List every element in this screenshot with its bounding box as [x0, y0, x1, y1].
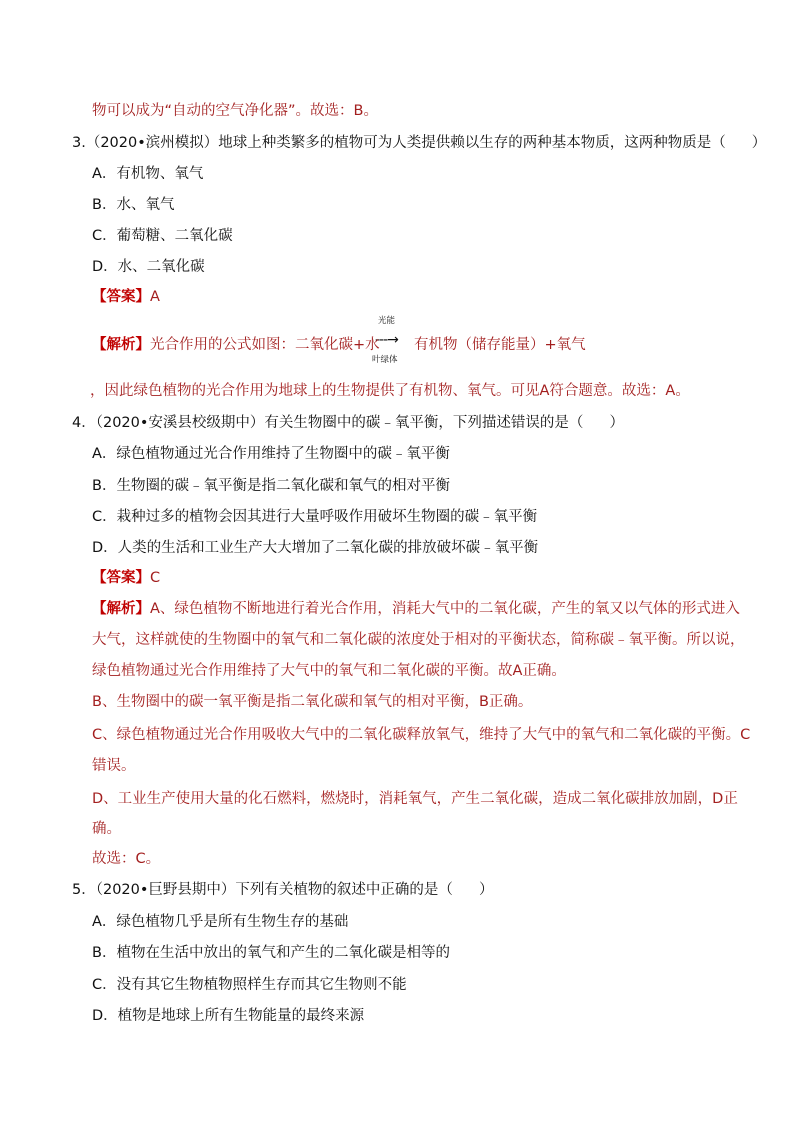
option-b: B．生物圈的碳﹣氧平衡是指二氧化碳和氧气的相对平衡	[92, 478, 450, 494]
analysis-text: A、绿色植物不断地进行着光合作用，消耗大气中的二氧化碳，产生的氧又以气体的形式进入	[150, 601, 740, 617]
answer-line: 物可以成为“自动的空气净化器”。故选：B。	[92, 103, 378, 119]
question-4-paren-close: ）	[609, 415, 624, 431]
analysis-line: 绿色植物通过光合作用维持了大气中的氧气和二氧化碳的平衡。故A正确。	[92, 663, 566, 679]
question-5-text: 5．（2020•巨野县期中）下列有关植物的叙述中正确的是（	[72, 882, 453, 898]
arrow-condition-top: 光能	[378, 316, 396, 326]
analysis-line	[92, 599, 740, 619]
option-a: A．有机物、氧气	[92, 166, 204, 182]
answer-value: A	[150, 289, 160, 305]
answer-tag: 【答案】	[92, 289, 150, 305]
option-d: D．人类的生活和工业生产大大增加了二氧化碳的排放破坏碳﹣氧平衡	[92, 540, 539, 556]
analysis-line: 确。	[92, 821, 121, 837]
answer-tag: 【答案】	[92, 570, 150, 586]
question-3-stem	[72, 133, 766, 153]
question-4-stem	[72, 413, 624, 433]
option-a: A．绿色植物几乎是所有生物生存的基础	[92, 914, 349, 930]
answer-value: C	[150, 570, 161, 586]
answer-line	[92, 568, 160, 588]
question-5-stem	[72, 880, 493, 900]
reaction-arrow: ---→	[375, 332, 398, 348]
analysis-text: 光合作用的公式如图：二氧化碳+水	[150, 337, 380, 353]
option-a: A．绿色植物通过光合作用维持了生物圈中的碳﹣氧平衡	[92, 446, 450, 462]
option-d: D．植物是地球上所有生物能量的最终来源	[92, 1008, 365, 1024]
option-c: C．没有其它生物植物照样生存而其它生物则不能	[92, 977, 407, 993]
analysis-line	[92, 335, 380, 355]
question-4-text: 4．（2020•安溪县校级期中）有关生物圈中的碳﹣氧平衡，下列描述错误的是（	[72, 415, 584, 431]
question-3-text: 3.（2020•滨州模拟）地球上种类繁多的植物可为人类提供赖以生存的两种基本物质，这两种物质是（	[72, 135, 726, 151]
analysis-line: B、生物圈中的碳一氧平衡是指二氧化碳和氧气的相对平衡，B正确。	[92, 694, 533, 710]
analysis-line: 错误。	[92, 758, 136, 774]
answer-line	[92, 287, 160, 307]
option-c: C．葡萄糖、二氧化碳	[92, 228, 233, 244]
analysis-line: D、工业生产使用大量的化石燃料，燃烧时，消耗氧气，产生二氧化碳，造成二氧化碳排放加剧，D正	[92, 791, 738, 807]
option-b: B．植物在生活中放出的氧气和产生的二氧化碳是相等的	[92, 945, 450, 961]
question-3-paren-close: ）	[751, 135, 767, 151]
analysis-line: C、绿色植物通过光合作用吸收大气中的二氧化碳释放氧气，维持了大气中的氧气和二氧化碳的平衡。C	[92, 727, 751, 743]
analysis-tag: 【解析】	[92, 337, 150, 353]
question-5-paren-close: ）	[478, 882, 494, 898]
analysis-line: 故选：C。	[92, 851, 161, 867]
option-b: B．水、氧气	[92, 197, 175, 213]
option-d: D．水、二氧化碳	[92, 259, 205, 275]
analysis-line: 大气，这样就使的生物圈中的氧气和二氧化碳的浓度处于相对的平衡状态，简称碳﹣氧平衡。所以说，	[92, 632, 745, 648]
arrow-condition-bottom: 叶绿体	[372, 355, 398, 365]
analysis-tag: 【解析】	[92, 601, 150, 617]
analysis-line: ，因此绿色植物的光合作用为地球上的生物提供了有机物、氧气。可见A符合题意。故选：A。	[90, 383, 690, 399]
option-c: C．栽种过多的植物会因其进行大量呼吸作用破坏生物圈的碳﹣氧平衡	[92, 509, 538, 525]
analysis-text: 有机物（储存能量）+氧气	[414, 337, 586, 353]
